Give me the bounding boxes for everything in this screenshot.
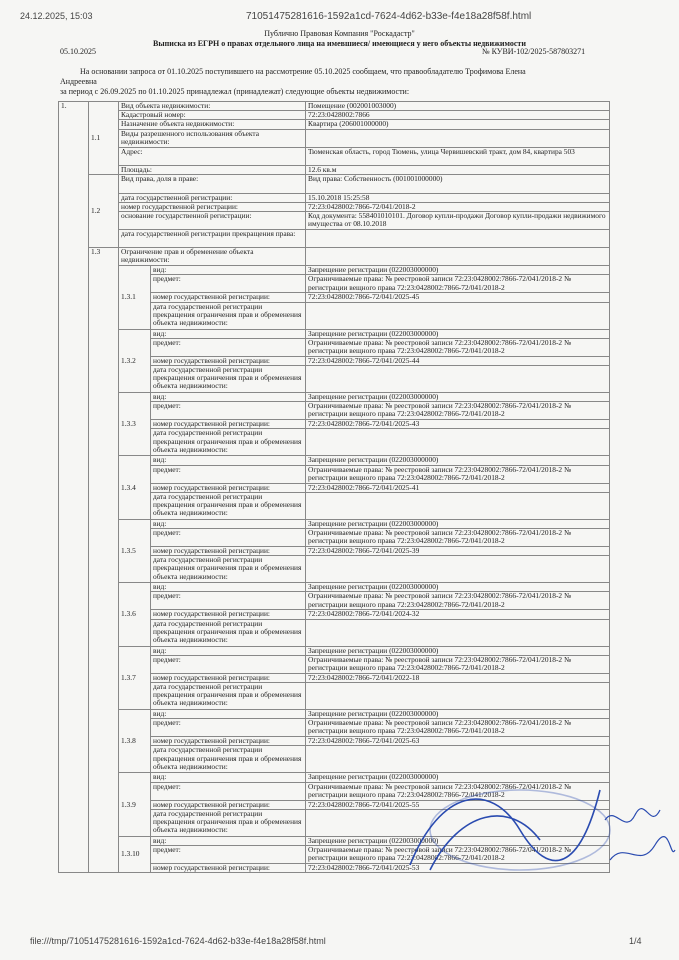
field-value: 72:23:0428002:7866-72/041/2022-18 [306, 673, 610, 682]
field-label: номер государственной регистрации: [151, 293, 306, 302]
field-value: Запрещение регистрации (022003000000) [306, 583, 610, 592]
intro-line-2: Андреевна [60, 77, 97, 86]
field-value: Ограничиваемые права: № реестровой записи 72:23:0428002:7866-72/041/2018-2 № регистрации вещного права 72:23:0428002:7866-72/041/2018-2 [306, 846, 610, 864]
table-row [59, 230, 610, 248]
field-value: 72:23:0428002:7866 [306, 111, 610, 120]
table-row [59, 120, 610, 129]
field-label: дата государственной регистрации прекращения ограничения прав и обременения объекта недвижимости: [151, 619, 306, 646]
field-value: Ограничиваемые права: № реестровой записи 72:23:0428002:7866-72/041/2018-2 № регистрации вещного права 72:23:0428002:7866-72/041/2018-2 [306, 719, 610, 737]
table-row [59, 266, 610, 275]
field-label: вид: [151, 329, 306, 338]
item-number: 1. [59, 102, 89, 873]
field-value: Запрещение регистрации (022003000000) [306, 266, 610, 275]
field-label: вид: [151, 583, 306, 592]
field-value [306, 556, 610, 583]
table-row [59, 456, 610, 465]
field-value: Код документа: 558401010101. Договор купли-продажи Договор купли-продажи недвижимого имущества от 08.10.2018 [306, 212, 610, 230]
field-label: вид: [151, 773, 306, 782]
field-value: Вид права: Собственность (001001000000) [306, 174, 610, 193]
field-label: предмет: [151, 592, 306, 610]
table-row [59, 393, 610, 402]
field-label: дата государственной регистрации прекращения ограничения прав и обременения объекта недвижимости: [151, 809, 306, 836]
table-row [59, 248, 610, 266]
field-value: 15.10.2018 15:25:58 [306, 193, 610, 202]
field-value [306, 129, 610, 147]
field-value: 72:23:0428002:7866-72/041/2024-32 [306, 610, 610, 619]
field-label: Виды разрешенного использования объекта недвижимости: [119, 129, 306, 147]
field-label: номер государственной регистрации: [151, 800, 306, 809]
field-value [306, 230, 610, 248]
field-label: вид: [151, 519, 306, 528]
field-label: предмет: [151, 402, 306, 420]
field-label: номер государственной регистрации: [151, 420, 306, 429]
field-label: Адрес: [119, 147, 306, 165]
field-value: Запрещение регистрации (022003000000) [306, 836, 610, 845]
field-value: Ограничиваемые права: № реестровой записи 72:23:0428002:7866-72/041/2018-2 № регистрации вещного права 72:23:0428002:7866-72/041/2018-2 [306, 782, 610, 800]
field-label: дата государственной регистрации: [119, 193, 306, 202]
field-value [306, 619, 610, 646]
field-value: Запрещение регистрации (022003000000) [306, 393, 610, 402]
section-number: 1.2 [89, 174, 119, 247]
field-label: номер государственной регистрации: [151, 356, 306, 365]
field-value: Ограничиваемые права: № реестровой записи 72:23:0428002:7866-72/041/2018-2 № регистрации вещного права 72:23:0428002:7866-72/041/2018-2 [306, 402, 610, 420]
field-label: вид: [151, 710, 306, 719]
field-value: Ограничиваемые права: № реестровой записи 72:23:0428002:7866-72/041/2018-2 № регистрации вещного права 72:23:0428002:7866-72/041/2018-2 [306, 592, 610, 610]
field-value: Тюменская область, город Тюмень, улица Червишевский тракт, дом 84, квартира 503 [306, 147, 610, 165]
field-label: предмет: [151, 719, 306, 737]
intro-line-3: за период с 26.09.2025 по 01.10.2025 принадлежал (принадлежат) следующие объекты недвижимости: [60, 87, 410, 96]
document-number: № КУВИ-102/2025-587803271 [482, 47, 586, 56]
field-value: Ограничиваемые права: № реестровой записи 72:23:0428002:7866-72/041/2018-2 № регистрации вещного права 72:23:0428002:7866-72/041/2018-2 [306, 655, 610, 673]
field-value: Ограничиваемые права: № реестровой записи 72:23:0428002:7866-72/041/2018-2 № регистрации вещного права 72:23:0428002:7866-72/041/2018-2 [306, 529, 610, 547]
table-row [59, 212, 610, 230]
field-value: Запрещение регистрации (022003000000) [306, 773, 610, 782]
field-label: Вид права, доля в праве: [119, 174, 306, 193]
restriction-number: 1.3.9 [119, 773, 151, 836]
field-value: 72:23:0428002:7866-72/041/2025-41 [306, 483, 610, 492]
field-label: вид: [151, 646, 306, 655]
field-value: 72:23:0428002:7866-72/041/2025-39 [306, 547, 610, 556]
field-label: Кадастровый номер: [119, 111, 306, 120]
field-label: дата государственной регистрации прекращения ограничения прав и обременения объекта недвижимости: [151, 366, 306, 393]
field-label: основание государственной регистрации: [119, 212, 306, 230]
field-value: Запрещение регистрации (022003000000) [306, 329, 610, 338]
field-label: вид: [151, 836, 306, 845]
field-label: номер государственной регистрации: [151, 673, 306, 682]
section-number: 1.3 [89, 248, 119, 873]
restriction-number: 1.3.4 [119, 456, 151, 519]
field-label: вид: [151, 266, 306, 275]
restriction-number: 1.3.8 [119, 710, 151, 773]
browser-timestamp: 24.12.2025, 15:03 [20, 11, 93, 21]
table-row [59, 710, 610, 719]
signature-icon [600, 800, 679, 880]
field-label: дата государственной регистрации прекращения ограничения прав и обременения объекта недвижимости: [151, 746, 306, 773]
field-value: Запрещение регистрации (022003000000) [306, 456, 610, 465]
field-value: 12.6 кв.м [306, 165, 610, 174]
field-value: 72:23:0428002:7866-72/041/2025-45 [306, 293, 610, 302]
section-number: 1.1 [89, 102, 119, 175]
field-label: Вид объекта недвижимости: [119, 102, 306, 111]
field-label: вид: [151, 456, 306, 465]
table-row [59, 174, 610, 193]
field-value: 72:23:0428002:7866-72/041/2025-44 [306, 356, 610, 365]
stamp-icon [400, 770, 620, 880]
table-row [59, 519, 610, 528]
field-value: 72:23:0428002:7866-72/041/2018-2 [306, 203, 610, 212]
field-value [306, 248, 610, 266]
field-label: номер государственной регистрации: [119, 203, 306, 212]
field-value: Запрещение регистрации (022003000000) [306, 646, 610, 655]
table-row [59, 203, 610, 212]
restriction-number: 1.3.1 [119, 266, 151, 329]
field-value [306, 683, 610, 710]
restriction-number: 1.3.5 [119, 519, 151, 582]
page-number: 1/4 [629, 936, 642, 946]
table-row [59, 129, 610, 147]
restriction-number: 1.3.6 [119, 583, 151, 646]
field-label: предмет: [151, 782, 306, 800]
field-value: 72:23:0428002:7866-72/041/2025-53 [306, 864, 610, 873]
field-label: дата государственной регистрации прекращения ограничения прав и обременения объекта недвижимости: [151, 302, 306, 329]
field-value: Ограничиваемые права: № реестровой записи 72:23:0428002:7866-72/041/2018-2 № регистрации вещного права 72:23:0428002:7866-72/041/2018-2 [306, 465, 610, 483]
field-label: номер государственной регистрации: [151, 610, 306, 619]
field-label: Площадь: [119, 165, 306, 174]
table-row [59, 102, 610, 111]
objects-table [58, 101, 610, 873]
restriction-number: 1.3.7 [119, 646, 151, 709]
field-value: 72:23:0428002:7866-72/041/2025-43 [306, 420, 610, 429]
field-label: предмет: [151, 275, 306, 293]
table-row [59, 329, 610, 338]
field-value [306, 746, 610, 773]
field-value [306, 366, 610, 393]
field-label: номер государственной регистрации: [151, 547, 306, 556]
field-value: 72:23:0428002:7866-72/041/2025-63 [306, 737, 610, 746]
field-label: номер государственной регистрации: [151, 864, 306, 873]
field-label: предмет: [151, 529, 306, 547]
field-label: дата государственной регистрации прекращения ограничения прав и обременения объекта недвижимости: [151, 492, 306, 519]
field-label: дата государственной регистрации прекращения ограничения прав и обременения объекта недвижимости: [151, 556, 306, 583]
field-label: предмет: [151, 465, 306, 483]
field-label: дата государственной регистрации прекращения права: [119, 230, 306, 248]
field-label: Назначение объекта недвижимости: [119, 120, 306, 129]
footer-path: file:///tmp/71051475281616-1592a1cd-7624-4d62-b33e-f4e18a28f58f.html [30, 936, 326, 946]
table-row [59, 583, 610, 592]
table-row [59, 111, 610, 120]
field-label: вид: [151, 393, 306, 402]
field-label: предмет: [151, 655, 306, 673]
field-value: Помещение (002001003000) [306, 102, 610, 111]
restriction-number: 1.3.2 [119, 329, 151, 392]
restriction-number: 1.3.10 [119, 836, 151, 872]
table-row [59, 646, 610, 655]
field-value [306, 492, 610, 519]
table-row [59, 193, 610, 202]
intro-line-1: На основании запроса от 01.10.2025 поступившего на рассмотрение 05.10.2025 сообщаем, что правообладателю Трофимова Елена [80, 67, 526, 76]
table-row [59, 165, 610, 174]
field-label: дата государственной регистрации прекращения ограничения прав и обременения объекта недвижимости: [151, 683, 306, 710]
document-date: 05.10.2025 [60, 47, 96, 56]
restriction-number: 1.3.3 [119, 393, 151, 456]
field-value: Запрещение регистрации (022003000000) [306, 519, 610, 528]
field-value: Ограничиваемые права: № реестровой записи 72:23:0428002:7866-72/041/2018-2 № регистрации вещного права 72:23:0428002:7866-72/041/2018-2 [306, 338, 610, 356]
table-row [59, 147, 610, 165]
field-value: Запрещение регистрации (022003000000) [306, 710, 610, 719]
browser-filename: 71051475281616-1592a1cd-7624-4d62-b33e-f4e18a28f58f.html [246, 11, 532, 22]
company-name: Публично Правовая Компания "Роскадастр" [264, 29, 415, 38]
field-label: номер государственной регистрации: [151, 737, 306, 746]
field-label: номер государственной регистрации: [151, 483, 306, 492]
field-label: предмет: [151, 338, 306, 356]
field-value: Ограничиваемые права: № реестровой записи 72:23:0428002:7866-72/041/2018-2 № регистрации вещного права 72:23:0428002:7866-72/041/2018-2 [306, 275, 610, 293]
field-label: дата государственной регистрации прекращения ограничения прав и обременения объекта недвижимости: [151, 429, 306, 456]
field-label: Ограничение прав и обременение объекта недвижимости: [119, 248, 306, 266]
field-label: предмет: [151, 846, 306, 864]
field-value: Квартира (206001000000) [306, 120, 610, 129]
field-value [306, 302, 610, 329]
document-title: Выписка из ЕГРН о правах отдельного лица на имевшиеся/ имеющиеся у него объекты недвижимости [153, 39, 526, 48]
field-value [306, 429, 610, 456]
field-value: 72:23:0428002:7866-72/041/2025-55 [306, 800, 610, 809]
